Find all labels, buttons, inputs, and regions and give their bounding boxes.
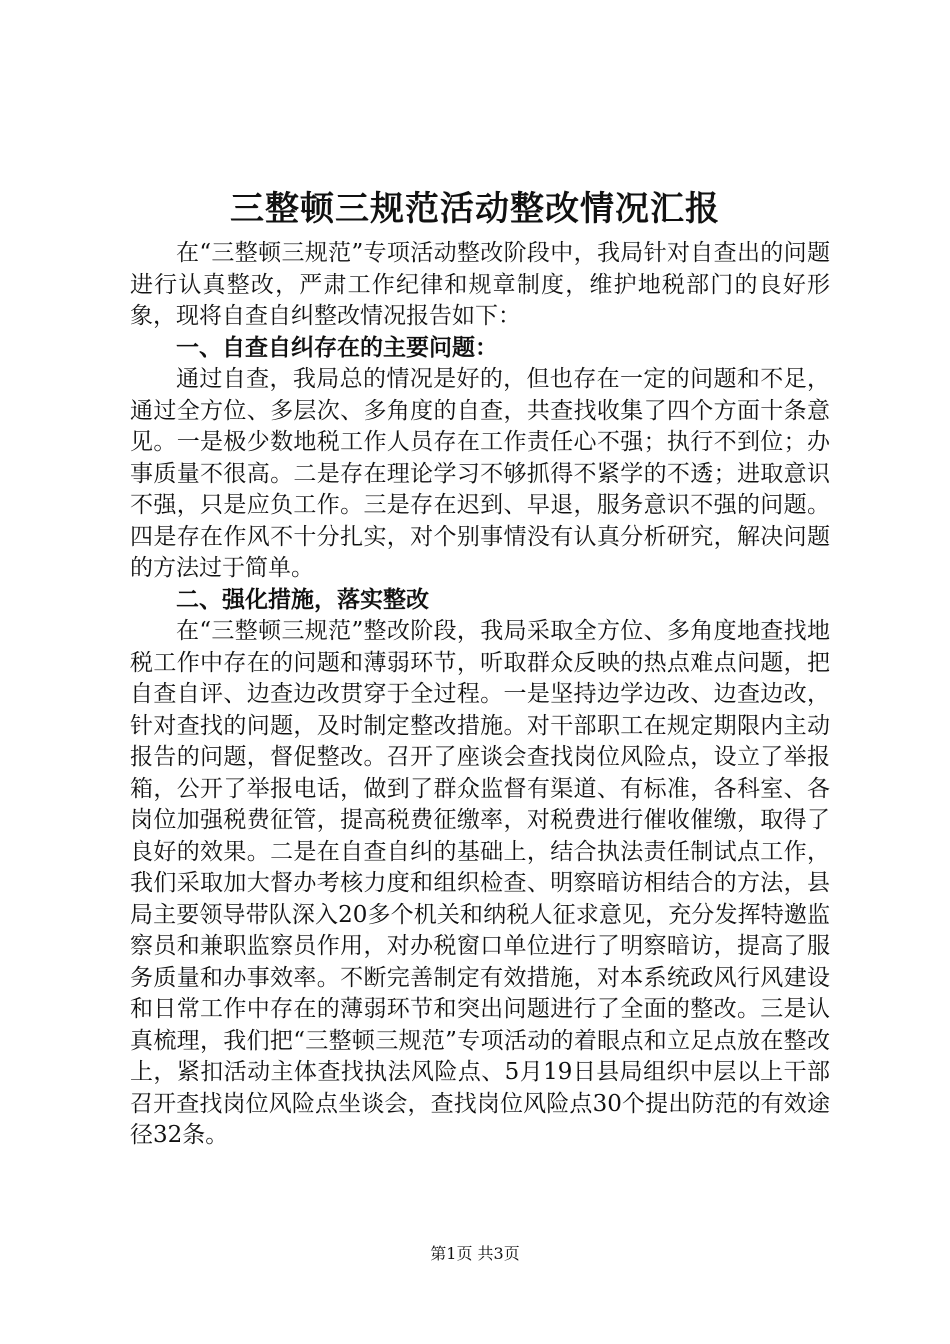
section-2-paragraph: 在“三整顿三规范”整改阶段，我局采取全方位、多角度地查找地税工作中存在的问题和薄弱环节，听取群众反映的热点难点问题，把自查自评、边查边改贯穿于全过程。一是坚持边学边改、边查边改，针对查找的问题，及时制定整改措施。对干部职工在规定期限内主动报告的问题，督促整改。召开了座谈会查找岗位风险点，设立了举报箱，公开了举报电话，做到了群众监督有渠道、有标准，各科室、各岗位加强税费征管，提高税费征缴率，对税费进行催收催缴，取得了良好的效果。二是在自查自纠的基础上，结合执法责任制试点工作，我们采取加大督办考核力度和组织检查、明察暗访相结合的方法，县局主要领导带队深入20多个机关和纳税人征求意见，充分发挥特邀监察员和兼职监察员作用，对办税窗口单位进行了明察暗访，提高了服务质量和办事效率。不断完善制定有效措施，对本系统政风行风建设和日常工作中存在的薄弱环节和突出问题进行了全面的整改。三是认真梳理，我们把“三整顿三规范”专项活动的着眼点和立足点放在整改上，紧扣活动主体查找执法风险点、5月19日县局组织中层以上干部召开查找岗位风险点坐谈会，查找岗位风险点30个提出防范的有效途径32条。 <box>130 618 830 1148</box>
section-1-paragraph: 通过自查，我局总的情况是好的，但也存在一定的问题和不足，通过全方位、多层次、多角度的自查，共查找收集了四个方面十条意见。一是极少数地税工作人员存在工作责任心不强；执行不到位；办事质量不很高。二是存在理论学习不够抓得不紧学的不透；进取意识不强，只是应负工作。三是存在迟到、早退，服务意识不强的问题。四是存在作风不十分扎实，对个别事情没有认真分析研究，解决问题的方法过于简单。 <box>130 366 830 581</box>
document-body <box>130 238 830 1152</box>
section-heading-1: 一、自查自纠存在的主要问题： <box>176 334 498 361</box>
section-heading-2: 二、强化措施，落实整改 <box>176 586 429 613</box>
document-title: 三整顿三规范活动整改情况汇报 <box>230 189 720 229</box>
page-footer: 第1页 共3页 <box>430 1244 520 1263</box>
intro-paragraph: 在“三整顿三规范”专项活动整改阶段中，我局针对自查出的问题进行认真整改，严肃工作纪律和规章制度，维护地税部门的良好形象，现将自查自纠整改情况报告如下： <box>130 240 830 329</box>
